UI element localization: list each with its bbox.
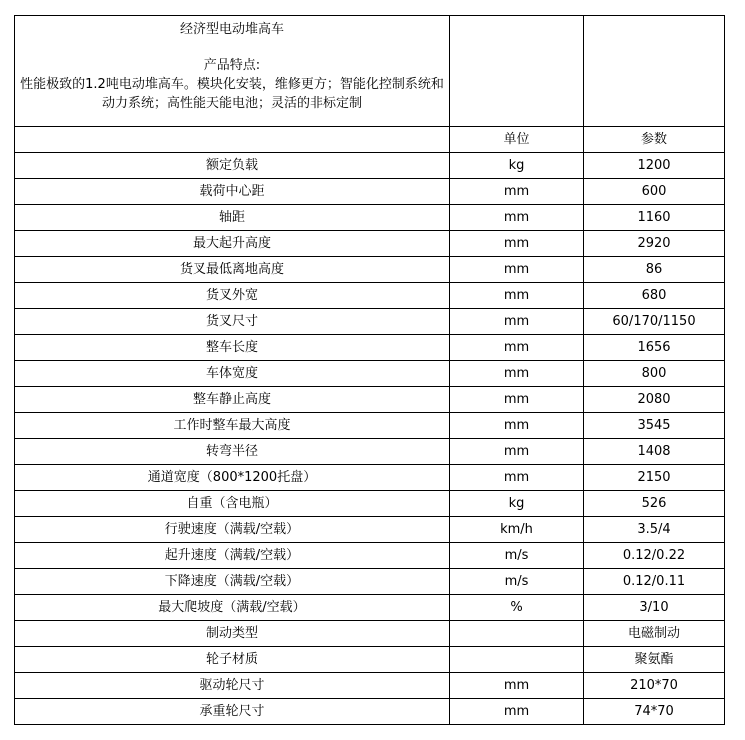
spec-value-cell: 聚氨酯 xyxy=(584,647,725,673)
spec-item-cell: 车体宽度 xyxy=(15,361,450,387)
spec-value-cell: 210*70 xyxy=(584,673,725,699)
column-header-unit: 单位 xyxy=(450,127,584,153)
spec-value-cell: 800 xyxy=(584,361,725,387)
spec-item-cell: 转弯半径 xyxy=(15,439,450,465)
spec-item-cell: 货叉尺寸 xyxy=(15,309,450,335)
table-row xyxy=(15,595,725,621)
spec-item-cell: 通道宽度（800*1200托盘） xyxy=(15,465,450,491)
spec-unit-cell: mm xyxy=(450,465,584,491)
features-label: 产品特点: xyxy=(203,58,261,73)
spec-unit-cell: kg xyxy=(450,491,584,517)
table-row xyxy=(15,673,725,699)
spec-value-cell: 600 xyxy=(584,179,725,205)
table-row xyxy=(15,361,725,387)
header-empty-cell xyxy=(450,16,584,127)
spec-value-cell: 1408 xyxy=(584,439,725,465)
header-row xyxy=(15,16,725,127)
spec-item-cell: 行驶速度（满载/空载） xyxy=(15,517,450,543)
spec-value-cell: 1160 xyxy=(584,205,725,231)
spec-value-cell: 526 xyxy=(584,491,725,517)
table-row xyxy=(15,699,725,725)
spec-item-cell: 额定负载 xyxy=(15,153,450,179)
spec-value-cell: 2150 xyxy=(584,465,725,491)
table-row xyxy=(15,621,725,647)
spec-value-cell: 74*70 xyxy=(584,699,725,725)
spec-unit-cell: mm xyxy=(450,361,584,387)
product-title: 经济型电动堆高车 xyxy=(179,22,284,37)
spec-unit-cell: mm xyxy=(450,413,584,439)
spec-value-cell: 0.12/0.11 xyxy=(584,569,725,595)
spec-item-cell: 驱动轮尺寸 xyxy=(15,673,450,699)
spec-item-cell: 整车静止高度 xyxy=(15,387,450,413)
spec-item-cell: 承重轮尺寸 xyxy=(15,699,450,725)
table-row xyxy=(15,335,725,361)
spec-value-cell: 1200 xyxy=(584,153,725,179)
spec-unit-cell xyxy=(450,647,584,673)
spec-item-cell: 整车长度 xyxy=(15,335,450,361)
table-row xyxy=(15,439,725,465)
spec-unit-cell: % xyxy=(450,595,584,621)
spec-value-cell: 60/170/1150 xyxy=(584,309,725,335)
table-row xyxy=(15,231,725,257)
spec-unit-cell: mm xyxy=(450,257,584,283)
spec-unit-cell: mm xyxy=(450,387,584,413)
spec-item-cell: 最大爬坡度（满载/空载） xyxy=(15,595,450,621)
spec-item-cell: 自重（含电瓶） xyxy=(15,491,450,517)
spec-item-cell: 轴距 xyxy=(15,205,450,231)
spec-value-cell: 电磁制动 xyxy=(584,621,725,647)
spec-item-cell: 货叉外宽 xyxy=(15,283,450,309)
spec-table xyxy=(14,15,725,725)
spec-unit-cell: m/s xyxy=(450,543,584,569)
table-row xyxy=(15,465,725,491)
table-row xyxy=(15,413,725,439)
spec-value-cell: 2920 xyxy=(584,231,725,257)
spec-item-cell: 工作时整车最大高度 xyxy=(15,413,450,439)
spec-value-cell: 0.12/0.22 xyxy=(584,543,725,569)
spec-unit-cell: mm xyxy=(450,335,584,361)
spec-item-cell: 载荷中心距 xyxy=(15,179,450,205)
spec-unit-cell: km/h xyxy=(450,517,584,543)
spec-item-cell: 下降速度（满载/空载） xyxy=(15,569,450,595)
spec-item-cell: 最大起升高度 xyxy=(15,231,450,257)
table-row xyxy=(15,153,725,179)
spec-unit-cell: mm xyxy=(450,205,584,231)
spec-value-cell: 1656 xyxy=(584,335,725,361)
table-row xyxy=(15,387,725,413)
product-header-cell xyxy=(15,16,450,127)
column-header-value: 参数 xyxy=(584,127,725,153)
spec-item-cell: 制动类型 xyxy=(15,621,450,647)
spec-unit-cell: mm xyxy=(450,309,584,335)
spec-value-cell: 2080 xyxy=(584,387,725,413)
spec-unit-cell: mm xyxy=(450,673,584,699)
column-header-row xyxy=(15,127,725,153)
spec-value-cell: 3/10 xyxy=(584,595,725,621)
column-header-item xyxy=(15,127,450,153)
spec-unit-cell: mm xyxy=(450,179,584,205)
spec-unit-cell: mm xyxy=(450,231,584,257)
table-row xyxy=(15,517,725,543)
spec-item-cell: 轮子材质 xyxy=(15,647,450,673)
spec-value-cell: 86 xyxy=(584,257,725,283)
spec-unit-cell: kg xyxy=(450,153,584,179)
spec-unit-cell: m/s xyxy=(450,569,584,595)
spec-unit-cell: mm xyxy=(450,283,584,309)
table-row xyxy=(15,647,725,673)
spec-item-cell: 货叉最低离地高度 xyxy=(15,257,450,283)
spec-value-cell: 680 xyxy=(584,283,725,309)
table-row xyxy=(15,309,725,335)
spec-unit-cell xyxy=(450,621,584,647)
table-row xyxy=(15,543,725,569)
table-row xyxy=(15,569,725,595)
spec-unit-cell: mm xyxy=(450,699,584,725)
header-empty-cell xyxy=(584,16,725,127)
table-row xyxy=(15,179,725,205)
spec-value-cell: 3545 xyxy=(584,413,725,439)
table-row xyxy=(15,491,725,517)
spec-unit-cell: mm xyxy=(450,439,584,465)
spec-item-cell: 起升速度（满载/空载） xyxy=(15,543,450,569)
spec-value-cell: 3.5/4 xyxy=(584,517,725,543)
table-row xyxy=(15,257,725,283)
product-description: 性能极致的1.2吨电动堆高车。模块化安装，维修更方；智能化控制系统和动力系统；高性能天能电池；灵活的非标定制 xyxy=(20,77,444,111)
table-row xyxy=(15,205,725,231)
table-row xyxy=(15,283,725,309)
